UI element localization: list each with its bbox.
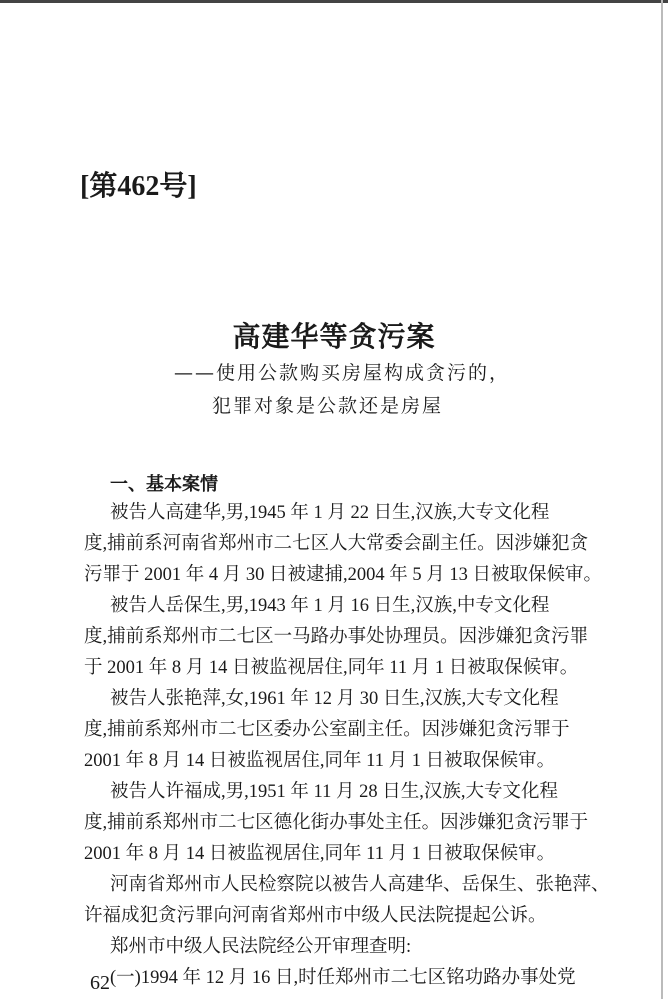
- section-heading: 一、基本案情: [110, 474, 218, 495]
- top-border: [0, 0, 668, 3]
- body-line: 被告人张艳萍,女,1961 年 12 月 30 日生,汉族,大专文化程: [110, 689, 559, 709]
- page-number: 62: [90, 972, 110, 994]
- body-line: 郑州市中级人民法院经公开审理查明:: [110, 937, 412, 957]
- body-line: 被告人高建华,男,1945 年 1 月 22 日生,汉族,大专文化程: [110, 503, 550, 523]
- body-line: 度,捕前系郑州市二七区德化街办事处主任。因涉嫌犯贪污罪于: [84, 813, 589, 833]
- body-line: (一)1994 年 12 月 16 日,时任郑州市二七区铭功路办事处党: [110, 968, 576, 988]
- subtitle-line-1: ——使用公款购买房屋构成贪污的，: [174, 362, 511, 384]
- body-line: 被告人许福成,男,1951 年 11 月 28 日生,汉族,大专文化程: [110, 782, 558, 802]
- body-line: 度,捕前系郑州市二七区一马路办事处协理员。因涉嫌犯贪污罪: [84, 627, 589, 647]
- body-line: 污罪于 2001 年 4 月 30 日被逮捕,2004 年 5 月 13 日被取保候审。: [84, 565, 603, 585]
- body-line: 河南省郑州市人民检察院以被告人高建华、岳保生、张艳萍、: [110, 875, 610, 895]
- subtitle-line-2: 犯罪对象是公款还是房屋: [212, 395, 444, 417]
- case-title: 高建华等贪污案: [232, 320, 436, 353]
- body-line: 被告人岳保生,男,1943 年 1 月 16 日生,汉族,中专文化程: [110, 596, 550, 616]
- body-line: 许福成犯贪污罪向河南省郑州市中级人民法院提起公诉。: [84, 906, 547, 926]
- page-edge: [661, 0, 663, 999]
- body-line: 2001 年 8 月 14 日被监视居住,同年 11 月 1 日被取保候审。: [84, 751, 556, 771]
- body-line: 2001 年 8 月 14 日被监视居住,同年 11 月 1 日被取保候审。: [84, 844, 556, 864]
- case-number: [第462号]: [80, 171, 197, 202]
- body-line: 度,捕前系郑州市二七区委办公室副主任。因涉嫌犯贪污罪于: [84, 720, 570, 740]
- body-line: 度,捕前系河南省郑州市二七区人大常委会副主任。因涉嫌犯贪: [84, 534, 589, 554]
- body-line: 于 2001 年 8 月 14 日被监视居住,同年 11 月 1 日被取保候审。: [84, 658, 579, 678]
